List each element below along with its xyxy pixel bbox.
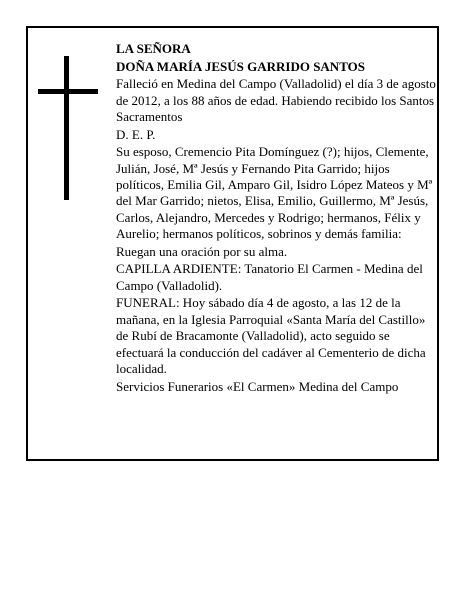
cross-vertical-bar <box>64 56 69 200</box>
cross-icon <box>38 56 98 200</box>
chapel-info: CAPILLA ARDIENTE: Tanatorio El Carmen - Medina del Campo (Valladolid). <box>116 261 423 293</box>
deceased-name: DOÑA MARÍA JESÚS GARRIDO SANTOS <box>116 58 365 74</box>
obituary-notice <box>26 26 439 461</box>
death-details: Falleció en Medina del Campo (Valladolid) el día 3 de agosto de 2012, a los 88 años de edad. Habiendo recibido los Santos Sacramentos <box>116 76 436 124</box>
funeral-info: FUNERAL: Hoy sábado día 4 de agosto, a las 12 de la mañana, en la Iglesia Parroquial «Santa María del Castillo» de Rubí de Bracamonte (Valladolid), acto seguido se efectuará la conducción del cadáver al Cementerio de dicha localidad. <box>116 295 426 377</box>
cross-horizontal-bar <box>38 89 98 94</box>
dep-text: D. E. P. <box>116 126 156 142</box>
family-list: Su esposo, Cremencio Pita Domínguez (?); hijos, Clemente, Julián, José, Mª Jesús y Fernando Pita Garrido; hijos políticos, Emilia Gil, Amparo Gil, Isidro López Mateos y Mª del Mar Garrido; nietos, Elisa, Emilio, Guillermo, Mª Jesús, Carlos, Alejandro, Mercedes y Rodrigo; hermanos, Félix y Aurelio; hermanos políticos, sobrinos y demás familia: <box>116 144 433 242</box>
funeral-services: Servicios Funerarios «El Carmen» Medina del Campo <box>116 378 399 394</box>
prayer-request: Ruegan una oración por su alma. <box>116 243 288 259</box>
obituary-text <box>116 41 436 396</box>
notice-title: LA SEÑORA <box>116 41 191 56</box>
